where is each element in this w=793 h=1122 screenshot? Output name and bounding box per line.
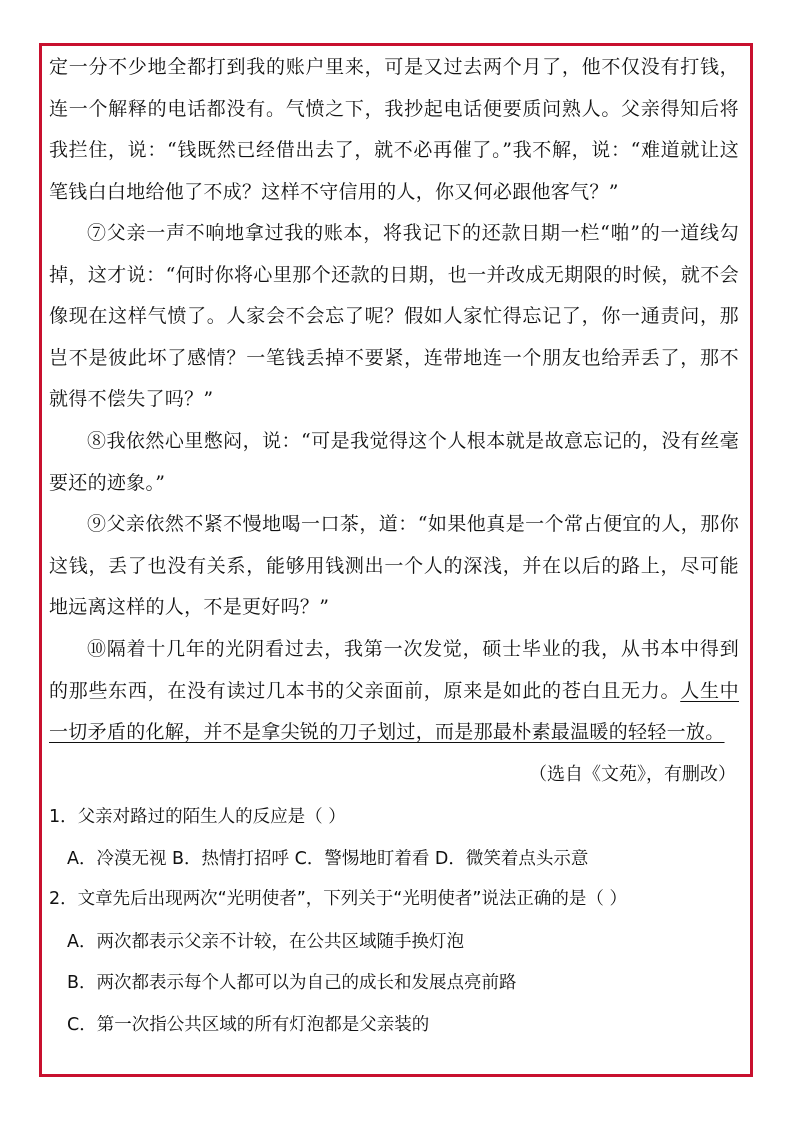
passage-paragraph-continued: 定一分不少地全都打到我的账户里来，可是又过去两个月了，他不仅没有打钱，连一个解释的电话都没有。气愤之下，我抄起电话便要质问熟人。父亲得知后将我拦住，说：“钱既然已经借出去了，就不必再催了。”我不解，说：“难道就让这笔钱白白地给他了不成？这样不守信用的人，你又何必跟他客气？” xyxy=(49,56,739,203)
question-1-options: A．冷漠无视 B．热情打招呼 C．警惕地盯着看 D．微笑着点头示意 xyxy=(67,849,589,869)
passage-paragraph-10 xyxy=(49,629,739,754)
passage-paragraph-8: ⑧我依然心里憋闷，说：“可是我觉得这个人根本就是故意忘记的，没有丝毫要还的迹象。” xyxy=(49,430,739,494)
passage-paragraph-9: ⑨父亲依然不紧不慢地喝一口茶，道：“如果他真是一个常占便宜的人，那你这钱，丢了也没有关系，能够用钱测出一个人的深浅，并在以后的路上，尽可能地远离这样的人，不是更好吗？” xyxy=(49,513,739,618)
question-2-stem: 2．文章先后出现两次“光明使者”，下列关于“光明使者”说法正确的是（ ） xyxy=(49,889,627,909)
source-citation: （选自《文苑》，有删改） xyxy=(529,764,736,785)
question-2-option-a: A．两次都表示父亲不计较，在公共区域随手换灯泡 xyxy=(67,932,464,952)
question-2-option-b: B．两次都表示每个人都可以为自己的成长和发展点亮前路 xyxy=(67,973,517,993)
question-2-option-c: C．第一次指公共区域的所有灯泡都是父亲装的 xyxy=(67,1015,430,1035)
underlined-sentence: 人生中一切矛盾的化解，并不是拿尖锐的刀子划过，而是那最朴素最温暖的轻轻一放。 xyxy=(49,679,739,743)
paragraph-10-text: ⑩隔着十几年的光阴看过去，我第一次发觉，硕士毕业的我，从书本中得到的那些东西，在没有读过几本书的父亲面前，原来是如此的苍白且无力。 xyxy=(49,638,739,702)
passage-paragraph-7: ⑦父亲一声不响地拿过我的账本，将我记下的还款日期一栏“啪”的一道线勾掉，这才说：“何时你将心里那个还款的日期，也一并改成无期限的时候，就不会像现在这样气愤了。人家会不会忘了呢？假如人家忙得忘记了，你一通责问，那岂不是彼此坏了感情？一笔钱丢掉不要紧，连带地连一个朋友也给弄丢了，那不就得不偿失了吗？” xyxy=(49,222,739,410)
question-1-stem: 1．父亲对路过的陌生人的反应是（ ） xyxy=(49,807,346,827)
